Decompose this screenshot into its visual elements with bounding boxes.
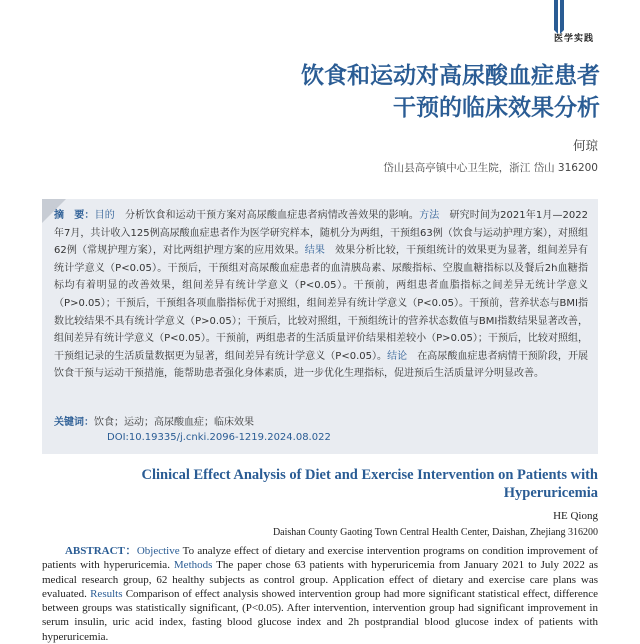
results-text: 效果分析比较，干预组统计的效果更为显著，组间差异有统计学意义（P<0.05）。干预后，干预组对高尿酸血症患者的血清胰岛素、尿酸指标、空腹血糖指标以及餐后2h血糖指标均有着明显的改善效果，组间差异有统计学意义（P<0.05）。干预前，两组患者血脂指标之间差异无统计学意义（P>0.05）；干预后，干预组各项血脂指标优于对照组，组间差异有统计学意义（P<0.05）。干预前，营养状态与BMI指数比较结果不具有统计学意义（P>0.05）；干预后，比较对照组，干预组统计的营养状态数值与BMI指数结果显著改善，组间差异有统计学意义（P<0.05）。干预前，两组患者的生活质量评价结果相差较小（P>0.05）；干预后，比较对照组，干预组记录的生活质量数据更为显著，组间差异有统计学意义（P<0.05）。 (54, 245, 589, 362)
conclusion-text: 在高尿酸血症患者病情干预阶段，开展饮食干预与运动干预措施，能帮助患者强化身体素质，进一步优化生理指标，促进预后生活质量评分明显改善。 (54, 350, 588, 380)
section-tag: 医学实践 (553, 34, 594, 44)
methods-label: 方法 (419, 210, 440, 221)
chinese-author: 何琼 (572, 138, 598, 153)
objective-label: 目的 (94, 210, 115, 221)
results-label: 结果 (304, 245, 325, 257)
keywords-line (54, 413, 254, 428)
chinese-title-line1: 饮食和运动对高尿酸血症患者 (301, 63, 600, 89)
english-abstract (42, 544, 599, 643)
keywords-text: 饮食；运动；高尿酸血症；临床效果 (94, 417, 254, 428)
header-bar (0, 0, 640, 44)
methods-text: 研究时间为2021年1月—2022年7月，共计收入125例高尿酸血症患者作为医学研究样本，随机分为两组，干预组63例（饮食与运动护理方案），对照组62例（常规护理方案），对比两组护理方案的应用效果。 (54, 210, 589, 257)
english-author: HE Qiong (553, 510, 598, 522)
chinese-affiliation: 岱山县高亭镇中心卫生院，浙江 岱山 316200 (383, 162, 598, 174)
english-results-label: Results (90, 587, 123, 600)
english-methods-label: Methods (173, 559, 213, 572)
objective-text: 分析饮食和运动干预方案对高尿酸血症患者病情改善效果的影响。 (124, 210, 420, 221)
english-affiliation: Daishan County Gaoting Town Central Health Center, Daishan, Zhejiang 316200 (272, 527, 598, 538)
abstract-label: 摘 要： (54, 210, 95, 221)
chinese-title-line2: 干预的临床效果分析 (393, 95, 600, 121)
english-methods-text: The paper chose 63 patients with hyperuricemia from January 2021 to July 2022 as medical research group, 62 healthy subjects as control group. Application effect of dietary and exercise care plans was evaluated. (42, 559, 599, 600)
english-abstract-label: ABSTRACT： (64, 545, 137, 557)
english-results-text: Comparison of effect analysis showed intervention group had more significant statistical effect, difference between groups was statistically significant, (P<0.05). After intervention, intervention group had significant improvement in serum insulin, uric acid index, fasting blood glucose index and 2h postprandial blood glucose index of patients with hyperuricemia. (42, 587, 598, 643)
bookmark-decoration-icon (552, 0, 566, 34)
english-title: Clinical Effect Analysis of Diet and Exercise Intervention on Patients with Hyperuricemia (141, 467, 598, 501)
chinese-title (100, 60, 600, 124)
english-objective-text: To analyze effect of dietary and exercise intervention programs on condition improvement of patients with hyperuricemia. (42, 545, 599, 572)
chinese-abstract (54, 207, 588, 383)
conclusion-label: 结论 (387, 350, 408, 362)
doi-link[interactable]: DOI:10.19335/j.cnki.2096-1219.2024.08.022 (107, 432, 331, 443)
english-objective-label: Objective (136, 545, 180, 557)
keywords-label: 关键词： (54, 417, 94, 428)
